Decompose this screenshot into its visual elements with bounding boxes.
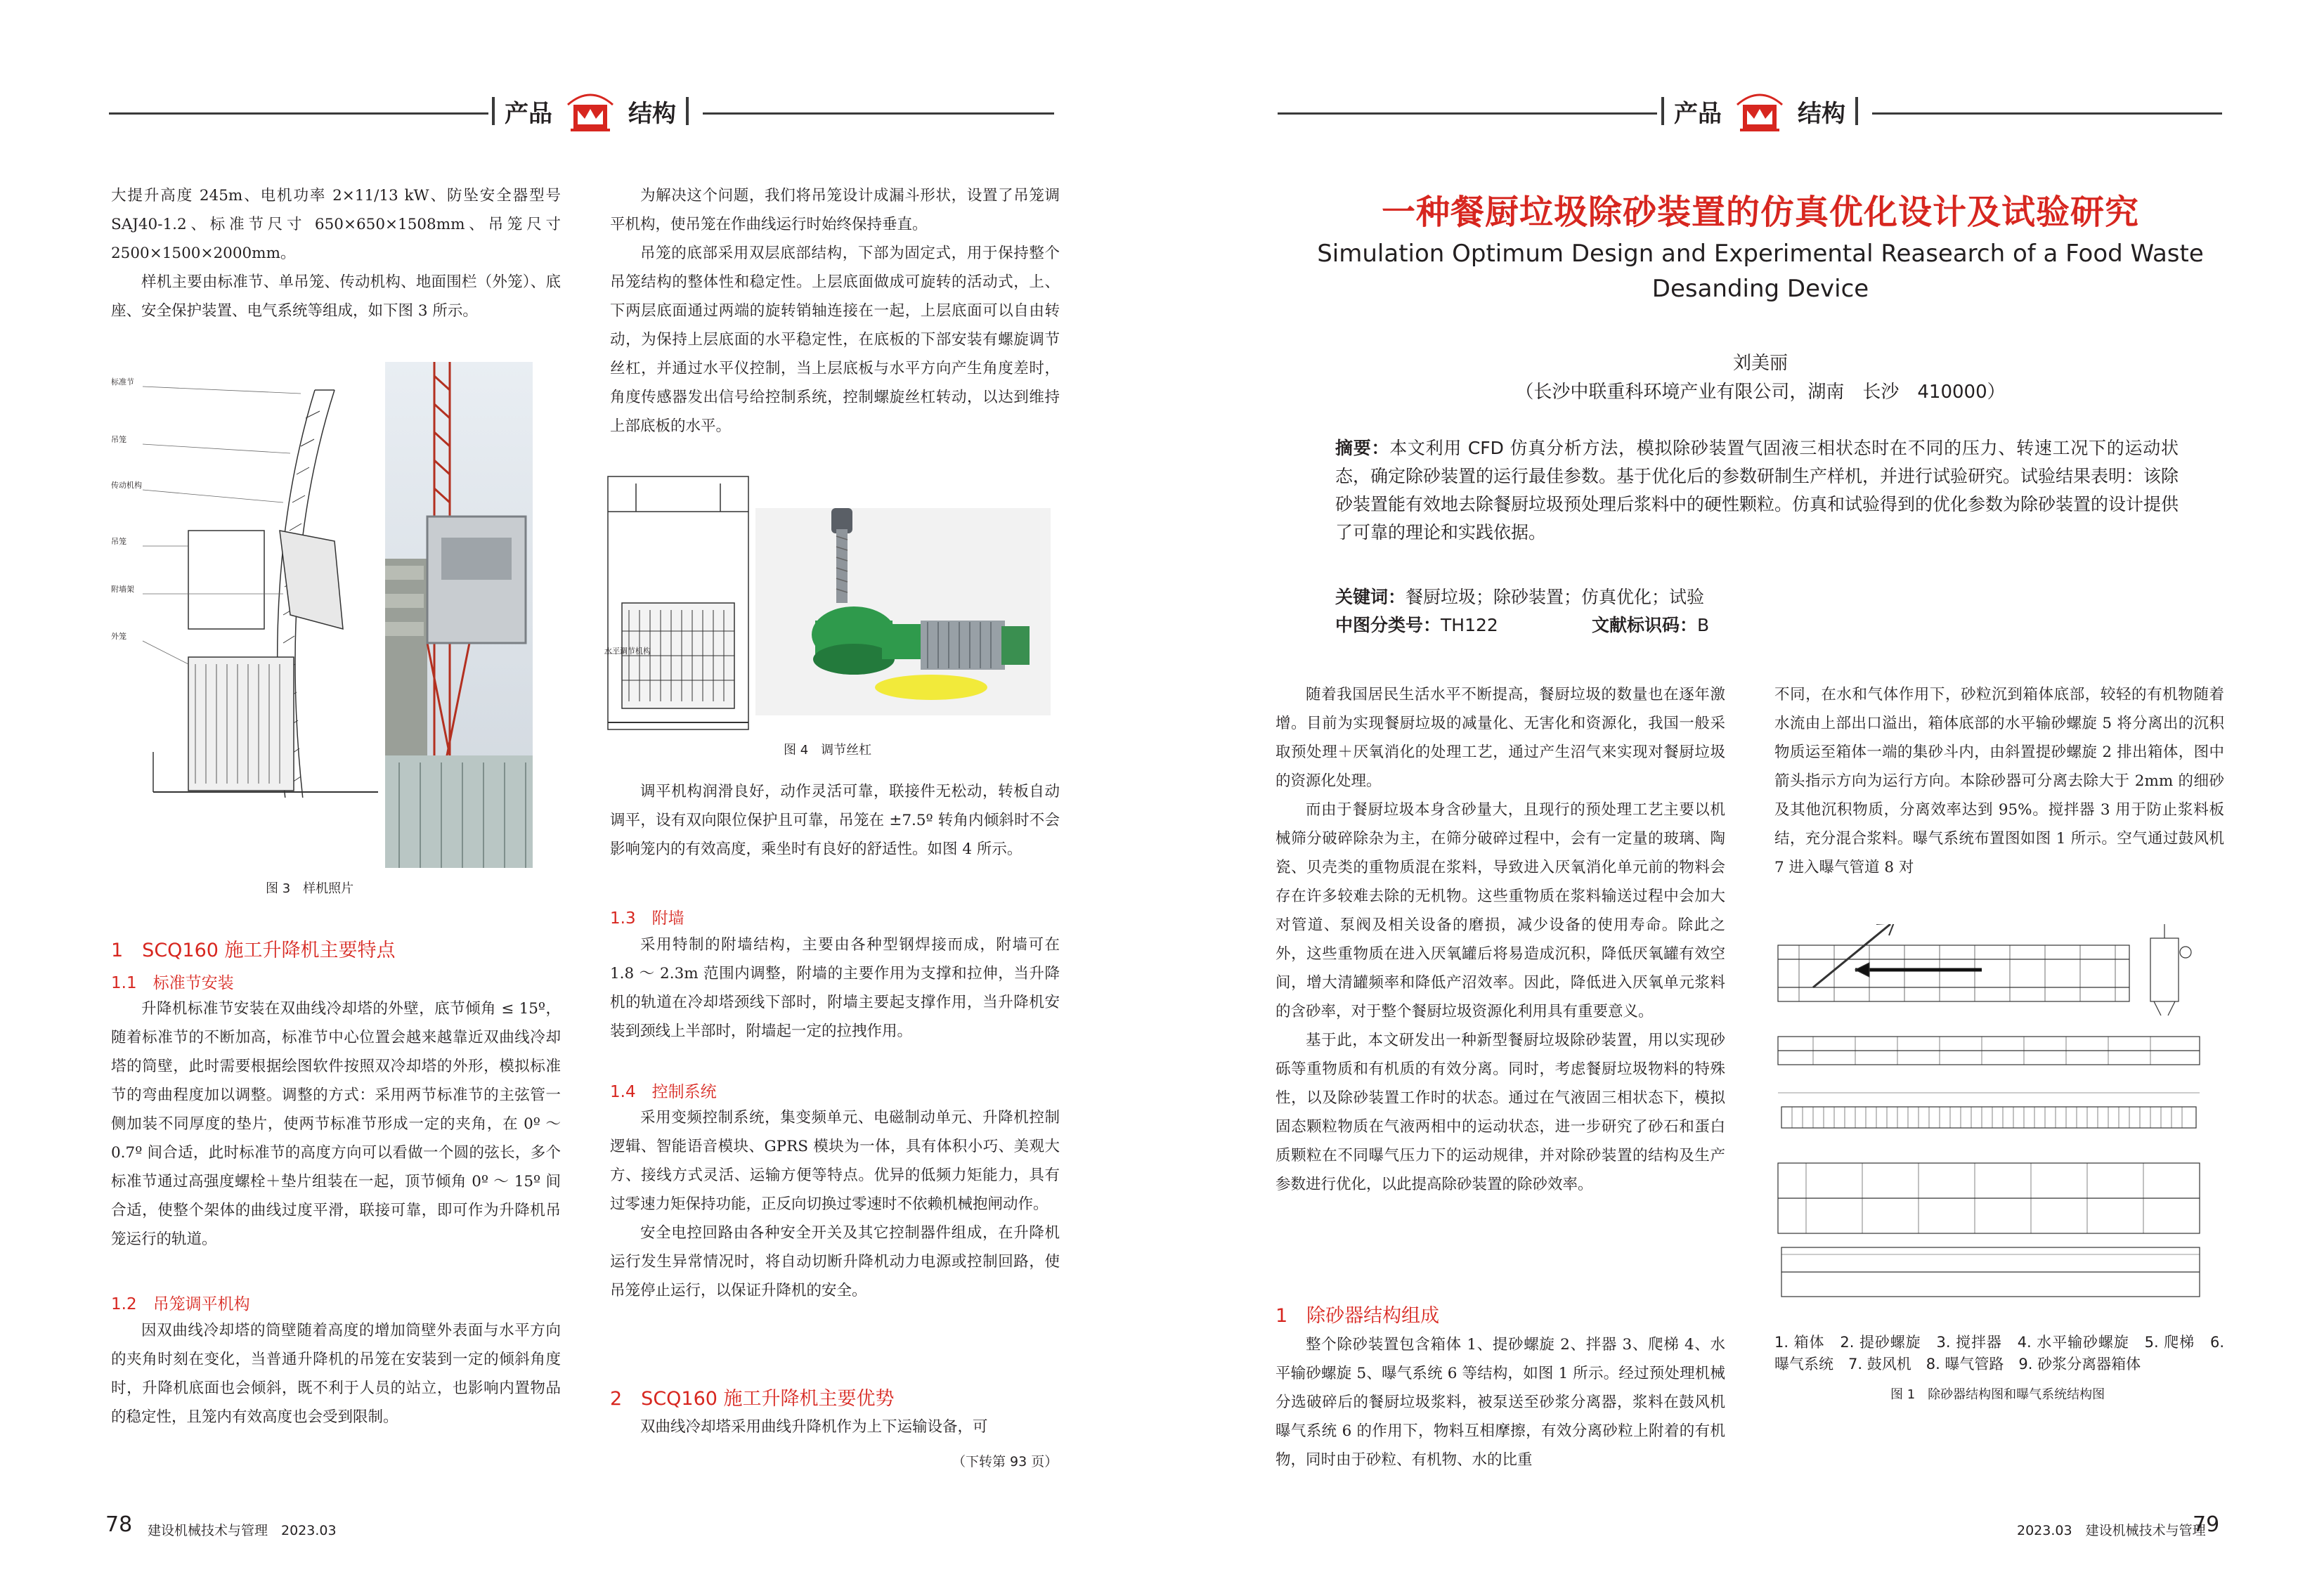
header-word-structure: 结构 [1798, 99, 1845, 128]
section-1-title: 1 SCQ160 施工升降机主要特点 [111, 940, 396, 961]
left-col2-intro [610, 181, 1060, 441]
header-rule-right-a [1278, 112, 1657, 115]
right-col2-body [1774, 680, 2224, 882]
left-col2-after-fig [610, 777, 1060, 864]
page-number-left: 78 [105, 1512, 133, 1537]
figure-4-caption: 图 4 调节丝杠 [784, 743, 872, 758]
paragraph: 随着我国居民生活水平不断提高，餐厨垃圾的数量也在逐年激增。目前为实现餐厨垃圾的减量化、无害化和资源化，我国一般采取预处理＋厌氧消化的处理工艺，通过产生沼气来实现对餐厨垃圾的资源化处理。 [1275, 686, 1725, 790]
footer-left: 建设机械技术与管理 2023.03 [148, 1523, 337, 1538]
keywords-label: 关键词： [1335, 587, 1406, 607]
right-section-1-title: 1 除砂器结构组成 [1275, 1305, 1440, 1327]
doc-code-value: B [1697, 615, 1710, 635]
clc [1335, 611, 1498, 637]
clc-code: TH122 [1441, 615, 1498, 635]
abstract [1335, 434, 2179, 547]
doc-code [1592, 611, 1709, 637]
paragraph: 大提升高度 245m、电机功率 2×11/13 kW、防坠安全器型号 SAJ40-1.2、标准节尺寸 650×650×1508mm、吊笼尺寸 2500×1500×2000mm。 [111, 187, 561, 262]
abstract-label: 摘要： [1335, 438, 1390, 458]
footer-right: 2023.03 建设机械技术与管理 [2017, 1523, 2206, 1538]
keywords-text: 餐厨垃圾；除砂装置；仿真优化；试验 [1406, 587, 1705, 607]
section-1-2-body [111, 1316, 561, 1432]
figure-3 [111, 362, 568, 896]
section-1-4-body [610, 1103, 1060, 1305]
doc-code-label: 文献标识码： [1592, 615, 1698, 635]
section-2-title: 2 SCQ160 施工升降机主要优势 [610, 1388, 895, 1410]
section-1-1-title: 1.1 标准节安装 [111, 974, 234, 992]
article-title-cn: 一种餐厨垃圾除砂装置的仿真优化设计及试验研究 [1381, 193, 2139, 232]
paragraph: 吊笼的底部采用双层底部结构，下部为固定式，用于保持整个吊笼结构的整体性和稳定性。上层底面做成可旋转的活动式，上、下两层底面通过两端的旋转销轴连接在一起，上层底面可以自由转动，为保持上层底面的水平稳定性，在底板的下部安装有螺旋调节丝杠，并通过水平仪控制，当上层底板与水平方向产生角度差时，角度传感器发出信号给控制系统，控制螺旋丝杠转动，以达到维持上部底板的水平。 [610, 245, 1060, 435]
header-section-left [492, 90, 689, 132]
paragraph: 升降机标准节安装在双曲线冷却塔的外壁，底节倾角 ≤ 15º，随着标准节的不断加高，标准节中心位置会越来越靠近双曲线冷却塔的筒壁，此时需要根据绘图软件按照双冷却塔的外形，模拟标准节的弯曲程度加以调整。调整的方式：采用两节标准节的主弦管一侧加装不同厚度的垫片，使两节标准节形成一定的夹角，在 0º ～ 0.7º 间合适，此时标准节的高度方向可以看做一个圆的弦长，多个标准节通过高强度螺栓＋垫片组装在一起，顶节倾角 0º ～ 15º 间合适，使整个架体的曲线过度平滑，联接可靠，即可作为升降机吊笼运行的轨道。 [111, 1000, 561, 1248]
paragraph: 基于此，本文研发出一种新型餐厨垃圾除砂装置，用以实现砂砾等重物质和有机质的有效分离。同时，考虑餐厨垃圾物料的特殊性，以及除砂装置工作时的状态。通过在气液固三相状态下，模拟固态颗粒物质在气液两相中的运动状态，进一步研究了砂石和蛋白质颗粒在不同曝气压力下的运动规律，并对除砂装置的结构及生产参数进行优化，以此提高除砂装置的除砂效率。 [1275, 1032, 1725, 1193]
header-word-structure: 结构 [628, 99, 676, 128]
header-rule-left-a [109, 112, 488, 115]
section-2-body [610, 1413, 1060, 1441]
left-col1-intro [111, 181, 561, 325]
paragraph: 为解决这个问题，我们将吊笼设计成漏斗形状，设置了吊笼调平机构，使吊笼在作曲线运行时始终保持垂直。 [610, 187, 1060, 233]
figure-1-caption: 图 1 除砂器结构图和曝气系统结构图 [1890, 1387, 2105, 1402]
fig3-label: 外笼 [111, 632, 126, 641]
continue-note: （下转第 93 页） [952, 1454, 1058, 1469]
header-word-product: 产品 [505, 99, 552, 128]
section-1-4-title: 1.4 控制系统 [610, 1083, 717, 1101]
fig3-label: 标准节 [111, 377, 134, 387]
section-1-3-body [610, 930, 1060, 1046]
paragraph: 整个除砂装置包含箱体 1、提砂螺旋 2、拌器 3、爬梯 4、水平输砂螺旋 5、曝气系统 6 等结构，如图 1 所示。经过预处理机械分选破碎后的餐厨垃圾浆料，被泵送至砂浆分离器，浆料在鼓风机曝气系统 6 的作用下，物料互相摩擦，有效分离砂粒上附着的有机物，同时由于砂粒、有机物、水的比重 [1275, 1336, 1725, 1469]
header-rule-right-b [1872, 112, 2222, 115]
fig3-label: 吊笼 [111, 435, 126, 444]
paragraph: 样机主要由标准节、单吊笼、传动机构、地面围栏（外笼）、底座、安全保护装置、电气系统等组成，如下图 3 所示。 [111, 273, 561, 320]
desander-drawings [1771, 924, 2228, 1402]
article-title-en-line2: Desanding Device [1651, 275, 1869, 303]
figure-1 [1771, 924, 2228, 1409]
fig4-label: 水平调节机构 [604, 647, 651, 656]
lead-screw-photo [755, 508, 1051, 715]
figure-3-caption: 图 3 样机照片 [266, 881, 354, 896]
article-title-en [1286, 236, 2235, 306]
author: 刘美丽 [1732, 353, 1788, 374]
fig3-label: 吊笼 [111, 537, 126, 546]
paragraph: 双曲线冷却塔采用曲线升降机作为上下运输设备，可 [640, 1418, 988, 1436]
paragraph: 安全电控回路由各种安全开关及其它控制器件组成，在升降机运行发生异常情况时，将自动切断升降机动力电源或控制回路，使吊笼停止运行，以保证升降机的安全。 [610, 1224, 1060, 1299]
keywords [1335, 583, 1704, 609]
header-rule-left-b [703, 112, 1054, 115]
header-logo-icon [1732, 89, 1788, 133]
section-1-3-title: 1.3 附墙 [610, 909, 684, 928]
paragraph: 采用特制的附墙结构，主要由各种型钢焊接而成，附墙可在 1.8 ～ 2.3m 范围内调整，附墙的主要作用为支撑和拉伸，当升降机的轨道在冷却塔颈线下部时，附墙主要起支撑作用，当升降机安装到颈线上半部时，附墙起一定的拉拽作用。 [610, 936, 1060, 1040]
header-word-product: 产品 [1674, 99, 1722, 128]
section-1-2-title: 1.2 吊笼调平机构 [111, 1295, 250, 1313]
right-section-1-body [1275, 1330, 1725, 1474]
abstract-text: 本文利用 CFD 仿真分析方法，模拟除砂装置气固液三相状态时在不同的压力、转速工况下的运动状态，确定除砂装置的运行最佳参数。基于优化后的参数研制生产样机，并进行试验研究。试验结果表明：该除砂装置能有效地去除餐厨垃圾预处理后浆料中的硬性颗粒。仿真和试验得到的优化参数为除砂装置的设计提供了可靠的理论和实践依据。 [1335, 438, 2179, 543]
fig3-label: 传动机构 [111, 481, 142, 490]
paragraph: 而由于餐厨垃圾本身含砂量大，且现行的预处理工艺主要以机械筛分破碎除杂为主，在筛分破碎过程中，会有一定量的玻璃、陶瓷、贝壳类的重物质混在浆料，导致进入厌氧消化单元前的物料会存在许多较难去除的无机物。这些重物质在浆料输送过程中会加大对管道、泵阀及相关设备的磨损，减少设备的使用寿命。除此之外，这些重物质在进入厌氧罐后将易造成沉积，降低厌氧罐有效空间，增大清罐频率和降低产沼效率。因此，降低进入厌氧单元浆料的含砂率，对于整个餐厨垃圾资源化利用具有重要意义。 [1275, 801, 1725, 1020]
paragraph: 不同，在水和气体作用下，砂粒沉到箱体底部，较轻的有机物随着水流由上部出口溢出，箱体底部的水平输砂螺旋 5 将分离出的沉积物质运至箱体一端的集砂斗内，由斜置提砂螺旋 2 排出箱体，图中箭头指示方向为运行方向。本除砂器可分离去除大于 2mm 的细砂及其他沉积物质，分离效率达到 95%。搅拌器 3 用于防止浆料板结，充分混合浆料。曝气系统布置图如图 1 所示。空气通过鼓风机 7 进入曝气管道 8 对 [1774, 686, 2224, 876]
tower-drawing [111, 362, 385, 798]
affiliation: （长沙中联重科环境产业有限公司，湖南 长沙 410000） [1515, 382, 2006, 403]
prototype-photo [385, 362, 533, 868]
fig3-label: 附墙架 [111, 585, 134, 594]
header-section-right [1661, 90, 1858, 132]
section-1-1-body [111, 994, 561, 1254]
page-number-right: 79 [2193, 1512, 2220, 1537]
figure-1-legend: 1. 箱体 2. 提砂螺旋 3. 搅拌器 4. 水平输砂螺旋 5. 爬梯 6. 曝气系统 7. 鼓风机 8. 曝气管路 9. 砂浆分离器箱体 [1774, 1334, 2224, 1372]
paragraph: 因双曲线冷却塔的筒壁随着高度的增加筒壁外表面与水平方向的夹角时刻在变化，当普通升降机的吊笼在安装到一定的倾斜角度时，升降机底面也会倾斜，既不利于人员的站立，也影响内置物品的稳定性，且笼内有效高度也会受到限制。 [111, 1322, 561, 1426]
figure-4 [604, 469, 1068, 765]
article-title-en-line1: Simulation Optimum Design and Experimental Reasearch of a Food Waste [1317, 240, 2204, 268]
cage-drawing [604, 469, 752, 736]
right-col1-body [1275, 680, 1725, 1199]
paragraph: 调平机构润滑良好，动作灵活可靠，联接件无松动，转板自动调平，设有双向限位保护且可靠，吊笼在 ±7.5º 转角内倾斜时不会影响笼内的有效高度，乘坐时有良好的舒适性。如图 4 所示。 [610, 783, 1060, 858]
paragraph: 采用变频控制系统，集变频单元、电磁制动单元、升降机控制逻辑、智能语音模块、GPRS 模块为一体，具有体积小巧、美观大方、接线方式灵活、运输方便等特点。优异的低频力矩能力，具有过零速力矩保持功能，正反向切换过零速时不依赖机械抱闸动作。 [610, 1109, 1060, 1213]
clc-label: 中图分类号： [1335, 615, 1441, 635]
header-logo-icon [562, 89, 618, 133]
